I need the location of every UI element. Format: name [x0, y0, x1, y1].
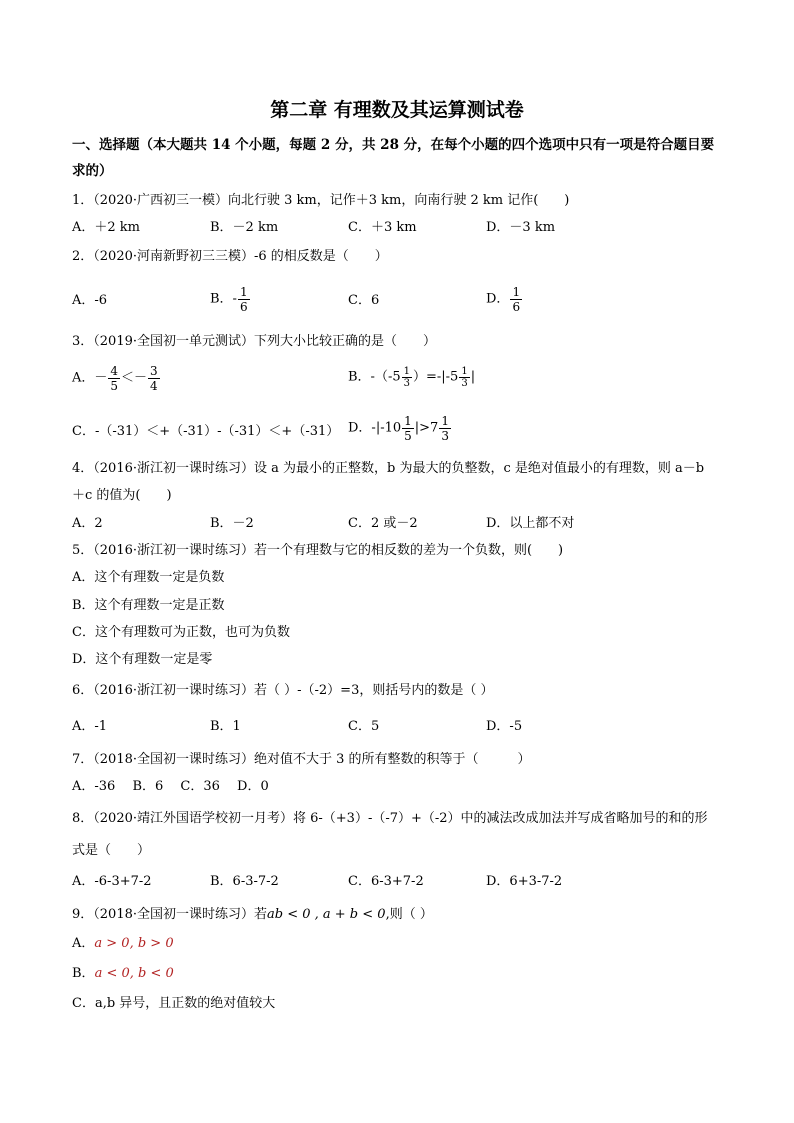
- question-9-option-a-math: a > 0, b > 0: [94, 936, 174, 951]
- fraction-denominator: 3: [403, 378, 410, 389]
- question-3-option-a-compare: ＜－: [121, 370, 148, 386]
- question-4-option-d: D．以上都不对: [486, 516, 575, 531]
- question-5-option-b: B．这个有理数一定是正数: [72, 598, 225, 613]
- question-3-option-d-fraction-1: [402, 414, 414, 443]
- question-9-option-a-label: A．: [72, 936, 95, 951]
- fraction-numerator: 1: [404, 414, 412, 428]
- question-4-option-c: C．2 或－2: [348, 516, 418, 531]
- question-3-option-a-fraction-2: [148, 364, 160, 393]
- question-3-option-b-fraction-2: [459, 366, 469, 389]
- question-2-option-d-fraction: [510, 285, 522, 314]
- fraction-numerator: 4: [110, 364, 119, 378]
- question-2-stem: 2．（2020·河南新野初三三模）-6 的相反数是（ ）: [72, 249, 388, 264]
- question-9-option-c: C．a,b 异号，且正数的绝对值较大: [72, 996, 276, 1011]
- question-4-stem-line2: ＋c 的值为( ): [72, 488, 172, 503]
- fraction-numerator: 3: [150, 364, 158, 378]
- question-6-stem: 6．（2016·浙江初一课时练习）若（ ）-（-2）=3，则括号内的数是（ ）: [72, 683, 494, 698]
- section-heading-line1: 一、选择题（本大题共 14 个小题，每题 2 分，共 28 分，在每个小题的四个选项中只有一项是符合题目要: [72, 137, 715, 153]
- question-9-condition: ab < 0 , a + b < 0: [267, 907, 386, 922]
- question-4-option-a: A．2: [72, 516, 103, 531]
- question-8-stem-line2: 式是（ ）: [72, 843, 151, 858]
- question-6-option-a: A．-1: [72, 719, 108, 734]
- question-3-option-a-label: A．－: [72, 370, 108, 386]
- fraction-denominator: 5: [110, 379, 119, 393]
- question-2-option-d-label: D．: [486, 291, 510, 307]
- question-9-stem: [72, 906, 433, 924]
- question-2-option-b: [210, 285, 251, 314]
- question-2-option-a: A．-6: [72, 293, 108, 308]
- question-2-option-c: C．6: [348, 293, 380, 308]
- question-9-stem-suffix: ,则（ ）: [385, 907, 433, 922]
- section-heading-line2: 求的）: [72, 163, 113, 179]
- question-8-option-c: C．6-3+7-2: [348, 874, 424, 889]
- question-7-options: A．-36 B．6 C．36 D．0: [72, 779, 269, 794]
- question-6-option-c: C．5: [348, 719, 380, 734]
- question-3-option-d: [348, 414, 452, 443]
- question-5-option-d: D．这个有理数一定是零: [72, 652, 213, 667]
- question-8-stem-line1: 8．（2020·靖江外国语学校初一月考）将 6-（+3）-（-7）+（-2）中的减法改成加法并写成省略加号的和的形: [72, 811, 708, 826]
- question-3-option-d-label: D．-|-10: [348, 420, 402, 436]
- question-3-stem: 3．（2019·全国初一单元测试）下列大小比较正确的是（ ）: [72, 334, 436, 349]
- question-1-option-a: A．＋2 km: [72, 220, 140, 235]
- question-5-option-c: C．这个有理数可为正数，也可为负数: [72, 625, 290, 640]
- fraction-denominator: 5: [404, 429, 412, 443]
- question-3-option-d-middle: |>7: [414, 420, 439, 436]
- question-9-option-b-label: B．: [72, 966, 95, 981]
- question-3-option-c: C．-（-31）＜+（-31）-（-31）＜+（-31）: [72, 424, 340, 439]
- question-7-stem: 7．（2018·全国初一课时练习）绝对值不大于 3 的所有整数的积等于（ ）: [72, 752, 531, 767]
- question-9-option-b-math: a < 0, b < 0: [94, 966, 174, 981]
- fraction-numerator: 1: [239, 285, 248, 299]
- question-1-option-b: B．－2 km: [210, 220, 279, 235]
- page-title: 第二章 有理数及其运算测试卷: [270, 99, 524, 121]
- question-1-option-d: D．－3 km: [486, 220, 556, 235]
- question-2-option-d: [486, 285, 523, 314]
- question-2-option-b-label: B．-: [210, 291, 237, 307]
- fraction-denominator: 6: [239, 300, 248, 314]
- question-8-option-a: A．-6-3+7-2: [72, 874, 152, 889]
- fraction-numerator: 1: [441, 414, 449, 428]
- question-6-option-d: D．-5: [486, 719, 523, 734]
- question-3-option-a-fraction-1: [108, 364, 120, 393]
- question-8-option-b: B．6-3-7-2: [210, 874, 279, 889]
- question-3-option-a: [72, 364, 161, 393]
- question-5-stem: 5．（2016·浙江初一课时练习）若一个有理数与它的相反数的差为一个负数，则( ): [72, 543, 564, 558]
- question-1-stem: 1．（2020·广西初三一模）向北行驶 3 km，记作＋3 km，向南行驶 2 km 记作( ): [72, 193, 570, 208]
- question-4-option-b: B．－2: [210, 516, 254, 531]
- question-1-option-c: C．＋3 km: [348, 220, 417, 235]
- question-8-option-d: D．6+3-7-2: [486, 874, 563, 889]
- fraction-numerator: 1: [461, 366, 468, 377]
- fraction-denominator: 6: [512, 300, 521, 314]
- fraction-denominator: 3: [461, 378, 468, 389]
- question-3-option-b-end: |: [470, 369, 476, 385]
- fraction-denominator: 4: [150, 379, 158, 393]
- fraction-numerator: 1: [512, 285, 521, 299]
- question-3-option-b-label: B．-（-5: [348, 369, 401, 385]
- question-5-option-a: A．这个有理数一定是负数: [72, 570, 225, 585]
- question-4-stem-line1: 4．（2016·浙江初一课时练习）设 a 为最小的正整数，b 为最大的负整数，c 是绝对值最小的有理数，则 a－b: [72, 461, 705, 476]
- fraction-denominator: 3: [441, 429, 449, 443]
- question-3-option-d-fraction-2: [439, 414, 451, 443]
- question-9-stem-prefix: 9．（2018·全国初一课时练习）若: [72, 907, 267, 922]
- question-3-option-b: [348, 366, 475, 389]
- question-3-option-b-fraction-1: [402, 366, 412, 389]
- question-6-option-b: B．1: [210, 719, 241, 734]
- question-9-option-a: [72, 935, 174, 953]
- question-3-option-b-middle: ）=-|-5: [413, 369, 459, 385]
- fraction-numerator: 1: [403, 366, 410, 377]
- question-9-option-b: [72, 965, 174, 983]
- question-2-option-b-fraction: [238, 285, 250, 314]
